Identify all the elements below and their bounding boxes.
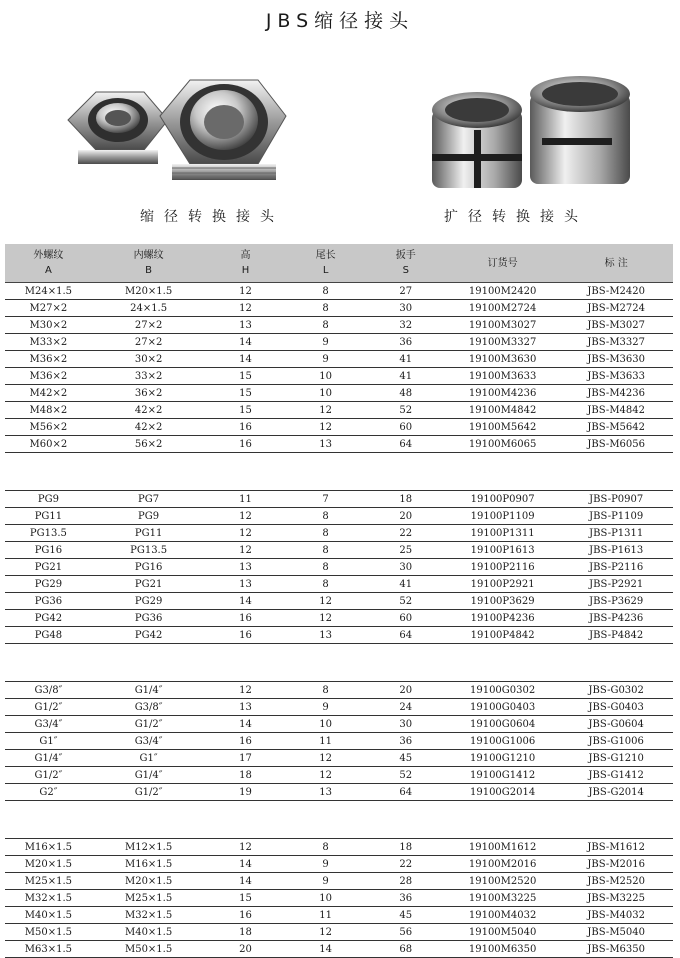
table-cell: G1/4″ (92, 682, 206, 699)
table-cell: 14 (205, 593, 285, 610)
table-cell: M16×1.5 (92, 856, 206, 873)
table-cell: 52 (366, 767, 446, 784)
table-cell: JBS-P1311 (559, 525, 673, 542)
table-row (5, 491, 673, 508)
table-cell: 8 (286, 317, 366, 334)
table-cell: 22 (366, 525, 446, 542)
table-row (5, 699, 673, 716)
table-cell: 13 (205, 699, 285, 716)
table-row (5, 542, 673, 559)
header-order-number: 订货号 (446, 244, 560, 283)
table-cell: M36×2 (5, 368, 92, 385)
table-cell: 19100M5040 (446, 924, 560, 941)
reducing-adaptor-caption: 缩径转换接头 (140, 209, 284, 225)
table-cell: JBS-P0907 (559, 491, 673, 508)
table-row (5, 873, 673, 890)
table-cell: JBS-P4236 (559, 610, 673, 627)
table-cell: 18 (366, 491, 446, 508)
header-inner-thread: 内螺纹 B (92, 244, 206, 283)
table-cell: M25×1.5 (5, 873, 92, 890)
table-cell: 16 (205, 907, 285, 924)
table-cell: 10 (286, 716, 366, 733)
table-cell: G3/8″ (5, 682, 92, 699)
table-cell: 12 (286, 767, 366, 784)
reducing-adaptor-photo (60, 68, 290, 198)
table-cell: PG7 (92, 491, 206, 508)
table-row (5, 525, 673, 542)
table-cell: G1/4″ (92, 767, 206, 784)
table-cell: 36 (366, 890, 446, 907)
table-cell: PG36 (5, 593, 92, 610)
table-row (5, 682, 673, 699)
table-cell: 19100M4842 (446, 402, 560, 419)
table-cell: G1/2″ (92, 716, 206, 733)
table-row (5, 767, 673, 784)
table-cell: 19100M3027 (446, 317, 560, 334)
table-cell: JBS-M2520 (559, 873, 673, 890)
table-body (5, 283, 673, 958)
table-row (5, 576, 673, 593)
table-cell: 9 (286, 351, 366, 368)
table-cell: PG21 (92, 576, 206, 593)
table-row (5, 716, 673, 733)
table-cell: M42×2 (5, 385, 92, 402)
table-cell: M27×2 (5, 300, 92, 317)
table-cell: JBS-M4032 (559, 907, 673, 924)
table-cell: 14 (205, 351, 285, 368)
table-cell: 8 (286, 576, 366, 593)
table-cell: 15 (205, 890, 285, 907)
table-cell: 15 (205, 385, 285, 402)
table-cell: G1″ (5, 733, 92, 750)
table-cell: 24×1.5 (92, 300, 206, 317)
table-cell: 19100M2016 (446, 856, 560, 873)
table-cell: 12 (205, 525, 285, 542)
table-cell: 20 (366, 682, 446, 699)
table-cell: 19100G0403 (446, 699, 560, 716)
table-cell: JBS-G0403 (559, 699, 673, 716)
table-cell: 36×2 (92, 385, 206, 402)
table-cell: 10 (286, 368, 366, 385)
table-cell: PG48 (5, 627, 92, 644)
table-cell: 12 (286, 610, 366, 627)
table-cell: M36×2 (5, 351, 92, 368)
table-cell: 13 (286, 436, 366, 453)
table-cell: PG36 (92, 610, 206, 627)
table-cell: 10 (286, 385, 366, 402)
table-cell: JBS-P1109 (559, 508, 673, 525)
table-row (5, 419, 673, 436)
table-cell: 25 (366, 542, 446, 559)
table-cell: 18 (205, 767, 285, 784)
table-cell: 68 (366, 941, 446, 958)
enlarging-adaptor-photo (412, 70, 652, 200)
table-cell: 14 (205, 716, 285, 733)
table-cell: M12×1.5 (92, 839, 206, 856)
table-cell: 27 (366, 283, 446, 300)
table-row (5, 351, 673, 368)
table-cell: 16 (205, 733, 285, 750)
group-separator (5, 644, 673, 682)
table-cell: 19100G2014 (446, 784, 560, 801)
table-row (5, 385, 673, 402)
table-cell: JBS-M4842 (559, 402, 673, 419)
table-cell: JBS-G0302 (559, 682, 673, 699)
table-cell: 19100G1006 (446, 733, 560, 750)
table-cell: 52 (366, 593, 446, 610)
table-cell: 16 (205, 627, 285, 644)
group-separator (5, 801, 673, 839)
table-cell: M32×1.5 (5, 890, 92, 907)
table-cell: 19100M3630 (446, 351, 560, 368)
table-cell: 30×2 (92, 351, 206, 368)
table-cell: M50×1.5 (5, 924, 92, 941)
group-separator (5, 453, 673, 491)
header-marking: 标 注 (559, 244, 673, 283)
table-row (5, 436, 673, 453)
table-cell: 64 (366, 436, 446, 453)
table-cell: 13 (205, 576, 285, 593)
table-cell: 42×2 (92, 419, 206, 436)
table-cell: 27×2 (92, 317, 206, 334)
table-cell: 16 (205, 610, 285, 627)
table-cell: 19100M5642 (446, 419, 560, 436)
table-row (5, 627, 673, 644)
table-cell: 19100M1612 (446, 839, 560, 856)
table-cell: 12 (286, 924, 366, 941)
table-cell: 17 (205, 750, 285, 767)
table-cell: 33×2 (92, 368, 206, 385)
table-cell: M60×2 (5, 436, 92, 453)
table-cell: 9 (286, 873, 366, 890)
table-cell: 12 (286, 593, 366, 610)
table-cell: 12 (205, 542, 285, 559)
table-cell: 32 (366, 317, 446, 334)
table-row (5, 559, 673, 576)
table-cell: 64 (366, 627, 446, 644)
table-cell: JBS-G0604 (559, 716, 673, 733)
table-cell: 30 (366, 559, 446, 576)
table-cell: M40×1.5 (92, 924, 206, 941)
table-cell: PG13.5 (92, 542, 206, 559)
table-cell: 19100M3327 (446, 334, 560, 351)
table-cell: M30×2 (5, 317, 92, 334)
table-cell: PG21 (5, 559, 92, 576)
table-row (5, 839, 673, 856)
table-cell: 19100M2724 (446, 300, 560, 317)
table-cell: 56×2 (92, 436, 206, 453)
table-cell: 8 (286, 525, 366, 542)
table-cell: 11 (205, 491, 285, 508)
table-cell: 19100P0907 (446, 491, 560, 508)
table-cell: 20 (205, 941, 285, 958)
table-cell: G3/4″ (5, 716, 92, 733)
table-cell: 19100M4236 (446, 385, 560, 402)
table-cell: JBS-M1612 (559, 839, 673, 856)
table-cell: 19100P4236 (446, 610, 560, 627)
table-cell: JBS-P2921 (559, 576, 673, 593)
table-cell: 28 (366, 873, 446, 890)
table-cell: M48×2 (5, 402, 92, 419)
table-cell: 19100P1109 (446, 508, 560, 525)
table-cell: G3/8″ (92, 699, 206, 716)
table-cell: M16×1.5 (5, 839, 92, 856)
table-cell: 19100P2921 (446, 576, 560, 593)
table-cell: 19100M6350 (446, 941, 560, 958)
table-cell: JBS-M6056 (559, 436, 673, 453)
table-cell: 19100M4032 (446, 907, 560, 924)
table-cell: 19100M2420 (446, 283, 560, 300)
table-cell: 8 (286, 283, 366, 300)
table-cell: JBS-G1412 (559, 767, 673, 784)
spec-table (5, 244, 673, 958)
table-cell: JBS-P3629 (559, 593, 673, 610)
table-row (5, 610, 673, 627)
table-cell: 30 (366, 716, 446, 733)
header-wrench: 扳手 S (366, 244, 446, 283)
table-cell: JBS-M5040 (559, 924, 673, 941)
table-cell: 15 (205, 368, 285, 385)
table-cell: 12 (286, 402, 366, 419)
table-cell: 11 (286, 733, 366, 750)
table-row (5, 907, 673, 924)
table-cell: PG16 (92, 559, 206, 576)
table-cell: 18 (205, 924, 285, 941)
table-cell: JBS-P4842 (559, 627, 673, 644)
table-row (5, 402, 673, 419)
table-cell: PG42 (5, 610, 92, 627)
table-cell: 20 (366, 508, 446, 525)
table-cell: 9 (286, 334, 366, 351)
table-cell: 16 (205, 436, 285, 453)
table-cell: JBS-M4236 (559, 385, 673, 402)
table-cell: 9 (286, 699, 366, 716)
table-row (5, 593, 673, 610)
table-cell: 12 (286, 750, 366, 767)
header-height: 高 H (205, 244, 285, 283)
table-cell: PG9 (92, 508, 206, 525)
table-cell: 8 (286, 559, 366, 576)
table-cell: 19100M6065 (446, 436, 560, 453)
table-row (5, 941, 673, 958)
table-cell: PG13.5 (5, 525, 92, 542)
table-cell: M20×1.5 (92, 873, 206, 890)
table-cell: 19100M3633 (446, 368, 560, 385)
table-cell: PG29 (5, 576, 92, 593)
table-cell: JBS-M2420 (559, 283, 673, 300)
table-cell: 9 (286, 856, 366, 873)
table-cell: 8 (286, 300, 366, 317)
table-cell: JBS-M6350 (559, 941, 673, 958)
table-cell: PG9 (5, 491, 92, 508)
table-row (5, 368, 673, 385)
table-cell: PG16 (5, 542, 92, 559)
table-cell: 19100P4842 (446, 627, 560, 644)
table-cell: 12 (286, 419, 366, 436)
table-cell: 60 (366, 610, 446, 627)
table-cell: 19100M3225 (446, 890, 560, 907)
table-row (5, 300, 673, 317)
table-cell: M20×1.5 (92, 283, 206, 300)
table-cell: 16 (205, 419, 285, 436)
table-cell: JBS-M3633 (559, 368, 673, 385)
table-cell: JBS-M3630 (559, 351, 673, 368)
table-cell: 13 (205, 559, 285, 576)
table-cell: 42×2 (92, 402, 206, 419)
table-row (5, 856, 673, 873)
table-cell: 12 (205, 283, 285, 300)
table-cell: 19100P1613 (446, 542, 560, 559)
table-cell: 19100G1412 (446, 767, 560, 784)
table-row (5, 890, 673, 907)
table-cell: 12 (205, 839, 285, 856)
table-cell: PG11 (92, 525, 206, 542)
table-cell: 60 (366, 419, 446, 436)
table-cell: JBS-M5642 (559, 419, 673, 436)
table-cell: 22 (366, 856, 446, 873)
table-cell: 19100P3629 (446, 593, 560, 610)
table-cell: JBS-G1006 (559, 733, 673, 750)
table-cell: G1/2″ (5, 767, 92, 784)
table-cell: PG29 (92, 593, 206, 610)
table-cell: 10 (286, 890, 366, 907)
table-row (5, 508, 673, 525)
table-cell: JBS-M2016 (559, 856, 673, 873)
table-cell: M50×1.5 (92, 941, 206, 958)
table-cell: 36 (366, 334, 446, 351)
table-cell: 36 (366, 733, 446, 750)
table-cell: 14 (205, 873, 285, 890)
table-cell: 30 (366, 300, 446, 317)
table-cell: 15 (205, 402, 285, 419)
table-cell: 48 (366, 385, 446, 402)
table-cell: 14 (286, 941, 366, 958)
header-outer-thread: 外螺纹 A (5, 244, 92, 283)
table-cell: 8 (286, 508, 366, 525)
table-cell: 41 (366, 351, 446, 368)
table-cell: 19100G0604 (446, 716, 560, 733)
table-cell: 14 (205, 856, 285, 873)
table-cell: G1/2″ (5, 699, 92, 716)
table-cell: M33×2 (5, 334, 92, 351)
table-cell: 18 (366, 839, 446, 856)
table-cell: 12 (205, 300, 285, 317)
table-cell: JBS-M3327 (559, 334, 673, 351)
table-cell: JBS-P1613 (559, 542, 673, 559)
table-cell: 41 (366, 576, 446, 593)
table-cell: JBS-P2116 (559, 559, 673, 576)
table-row (5, 733, 673, 750)
page-title: JBS缩径接头 (265, 10, 415, 32)
table-row (5, 317, 673, 334)
table-cell: 7 (286, 491, 366, 508)
table-cell: G1/4″ (5, 750, 92, 767)
table-cell: 8 (286, 839, 366, 856)
table-cell: 19100P2116 (446, 559, 560, 576)
table-cell: 41 (366, 368, 446, 385)
table-cell: 8 (286, 682, 366, 699)
table-row (5, 334, 673, 351)
table-cell: PG42 (92, 627, 206, 644)
table-cell: 19 (205, 784, 285, 801)
table-cell: 52 (366, 402, 446, 419)
table-cell: 13 (205, 317, 285, 334)
table-cell: 45 (366, 907, 446, 924)
table-cell: G1/2″ (92, 784, 206, 801)
table-cell: M40×1.5 (5, 907, 92, 924)
table-header-row (5, 244, 673, 283)
table-cell: G2″ (5, 784, 92, 801)
table-cell: G3/4″ (92, 733, 206, 750)
table-cell: 64 (366, 784, 446, 801)
table-cell: 45 (366, 750, 446, 767)
table-row (5, 750, 673, 767)
table-cell: M56×2 (5, 419, 92, 436)
table-cell: 19100G0302 (446, 682, 560, 699)
enlarging-adaptor-caption: 扩径转换接头 (444, 209, 588, 225)
header-tail-length: 尾长 L (286, 244, 366, 283)
table-cell: 12 (205, 508, 285, 525)
table-cell: 19100M2520 (446, 873, 560, 890)
table-cell: 27×2 (92, 334, 206, 351)
table-cell: M24×1.5 (5, 283, 92, 300)
table-cell: M32×1.5 (92, 907, 206, 924)
table-cell: 13 (286, 784, 366, 801)
table-cell: JBS-M2724 (559, 300, 673, 317)
table-cell: 14 (205, 334, 285, 351)
table-cell: M63×1.5 (5, 941, 92, 958)
table-cell: 56 (366, 924, 446, 941)
table-cell: 8 (286, 542, 366, 559)
table-row (5, 283, 673, 300)
table-cell: G1″ (92, 750, 206, 767)
table-row (5, 784, 673, 801)
table-cell: JBS-M3225 (559, 890, 673, 907)
table-cell: JBS-G1210 (559, 750, 673, 767)
table-row (5, 924, 673, 941)
table-cell: 24 (366, 699, 446, 716)
table-cell: JBS-G2014 (559, 784, 673, 801)
table-cell: JBS-M3027 (559, 317, 673, 334)
table-cell: 11 (286, 907, 366, 924)
table-cell: 19100G1210 (446, 750, 560, 767)
table-cell: M25×1.5 (92, 890, 206, 907)
table-cell: 12 (205, 682, 285, 699)
table-cell: 13 (286, 627, 366, 644)
table-cell: M20×1.5 (5, 856, 92, 873)
table-cell: PG11 (5, 508, 92, 525)
table-cell: 19100P1311 (446, 525, 560, 542)
